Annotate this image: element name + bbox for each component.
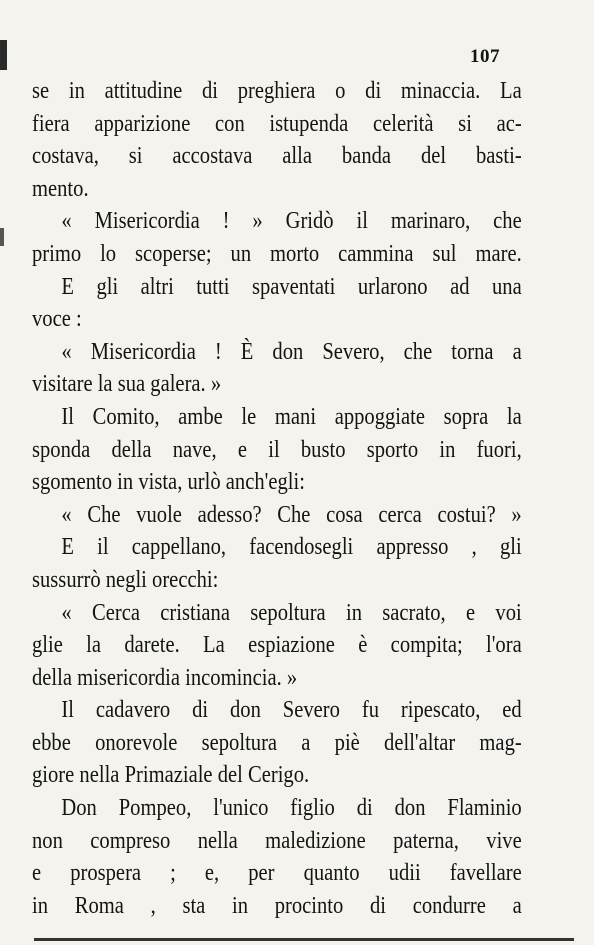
text-line: E gli altri tutti spaventati urlarono ad una bbox=[61, 272, 522, 300]
text-line: non compreso nella maledizione paterna, vive bbox=[32, 826, 522, 854]
text-line: « Che vuole adesso? Che cosa cerca costui? » bbox=[61, 500, 522, 528]
text-line: fiera apparizione con istupenda celerità si ac- bbox=[32, 109, 522, 137]
page-number: 107 bbox=[470, 46, 500, 67]
text-line: Il cadavero di don Severo fu ripescato, ed bbox=[61, 696, 522, 724]
text-line: costava, si accostava alla banda del basti- bbox=[32, 142, 522, 170]
text-line: sgomento in vista, urlò anch'egli: bbox=[32, 468, 305, 496]
text-line: « Cerca cristiana sepoltura in sacrato, e voi bbox=[61, 598, 522, 626]
page-edge-mark bbox=[0, 228, 4, 246]
bottom-rule bbox=[34, 938, 574, 941]
text-line: giore nella Primaziale del Cerigo. bbox=[32, 761, 310, 789]
text-line: glie la darete. La espiazione è compita; l'ora bbox=[32, 631, 522, 659]
text-line: mento. bbox=[32, 174, 89, 202]
body-text bbox=[32, 75, 522, 922]
text-line: E il cappellano, facendosegli appresso , gli bbox=[61, 533, 522, 561]
text-line: e prospera ; e, per quanto udii favellare bbox=[32, 859, 522, 887]
text-line: visitare la sua galera. » bbox=[32, 370, 222, 398]
text-line: « Misericordia ! È don Severo, che torna a bbox=[61, 337, 522, 365]
text-line: « Misericordia ! » Gridò il marinaro, che bbox=[61, 207, 522, 235]
text-line: ebbe onorevole sepoltura a piè dell'altar mag- bbox=[32, 728, 522, 756]
text-line: sussurrò negli orecchi: bbox=[32, 565, 219, 593]
text-line: primo lo scoperse; un morto cammina sul mare. bbox=[32, 239, 522, 267]
text-line: Il Comito, ambe le mani appoggiate sopra la bbox=[61, 402, 522, 430]
text-line: Don Pompeo, l'unico figlio di don Flaminio bbox=[61, 794, 522, 822]
text-line: della misericordia incomincia. » bbox=[32, 663, 298, 691]
text-line: sponda della nave, e il busto sporto in fuori, bbox=[32, 435, 522, 463]
page-edge-mark bbox=[0, 40, 7, 70]
text-line: in Roma , sta in procinto di condurre a bbox=[32, 891, 522, 919]
text-line: voce : bbox=[32, 305, 82, 333]
text-line: se in attitudine di preghiera o di minaccia. La bbox=[32, 77, 522, 104]
